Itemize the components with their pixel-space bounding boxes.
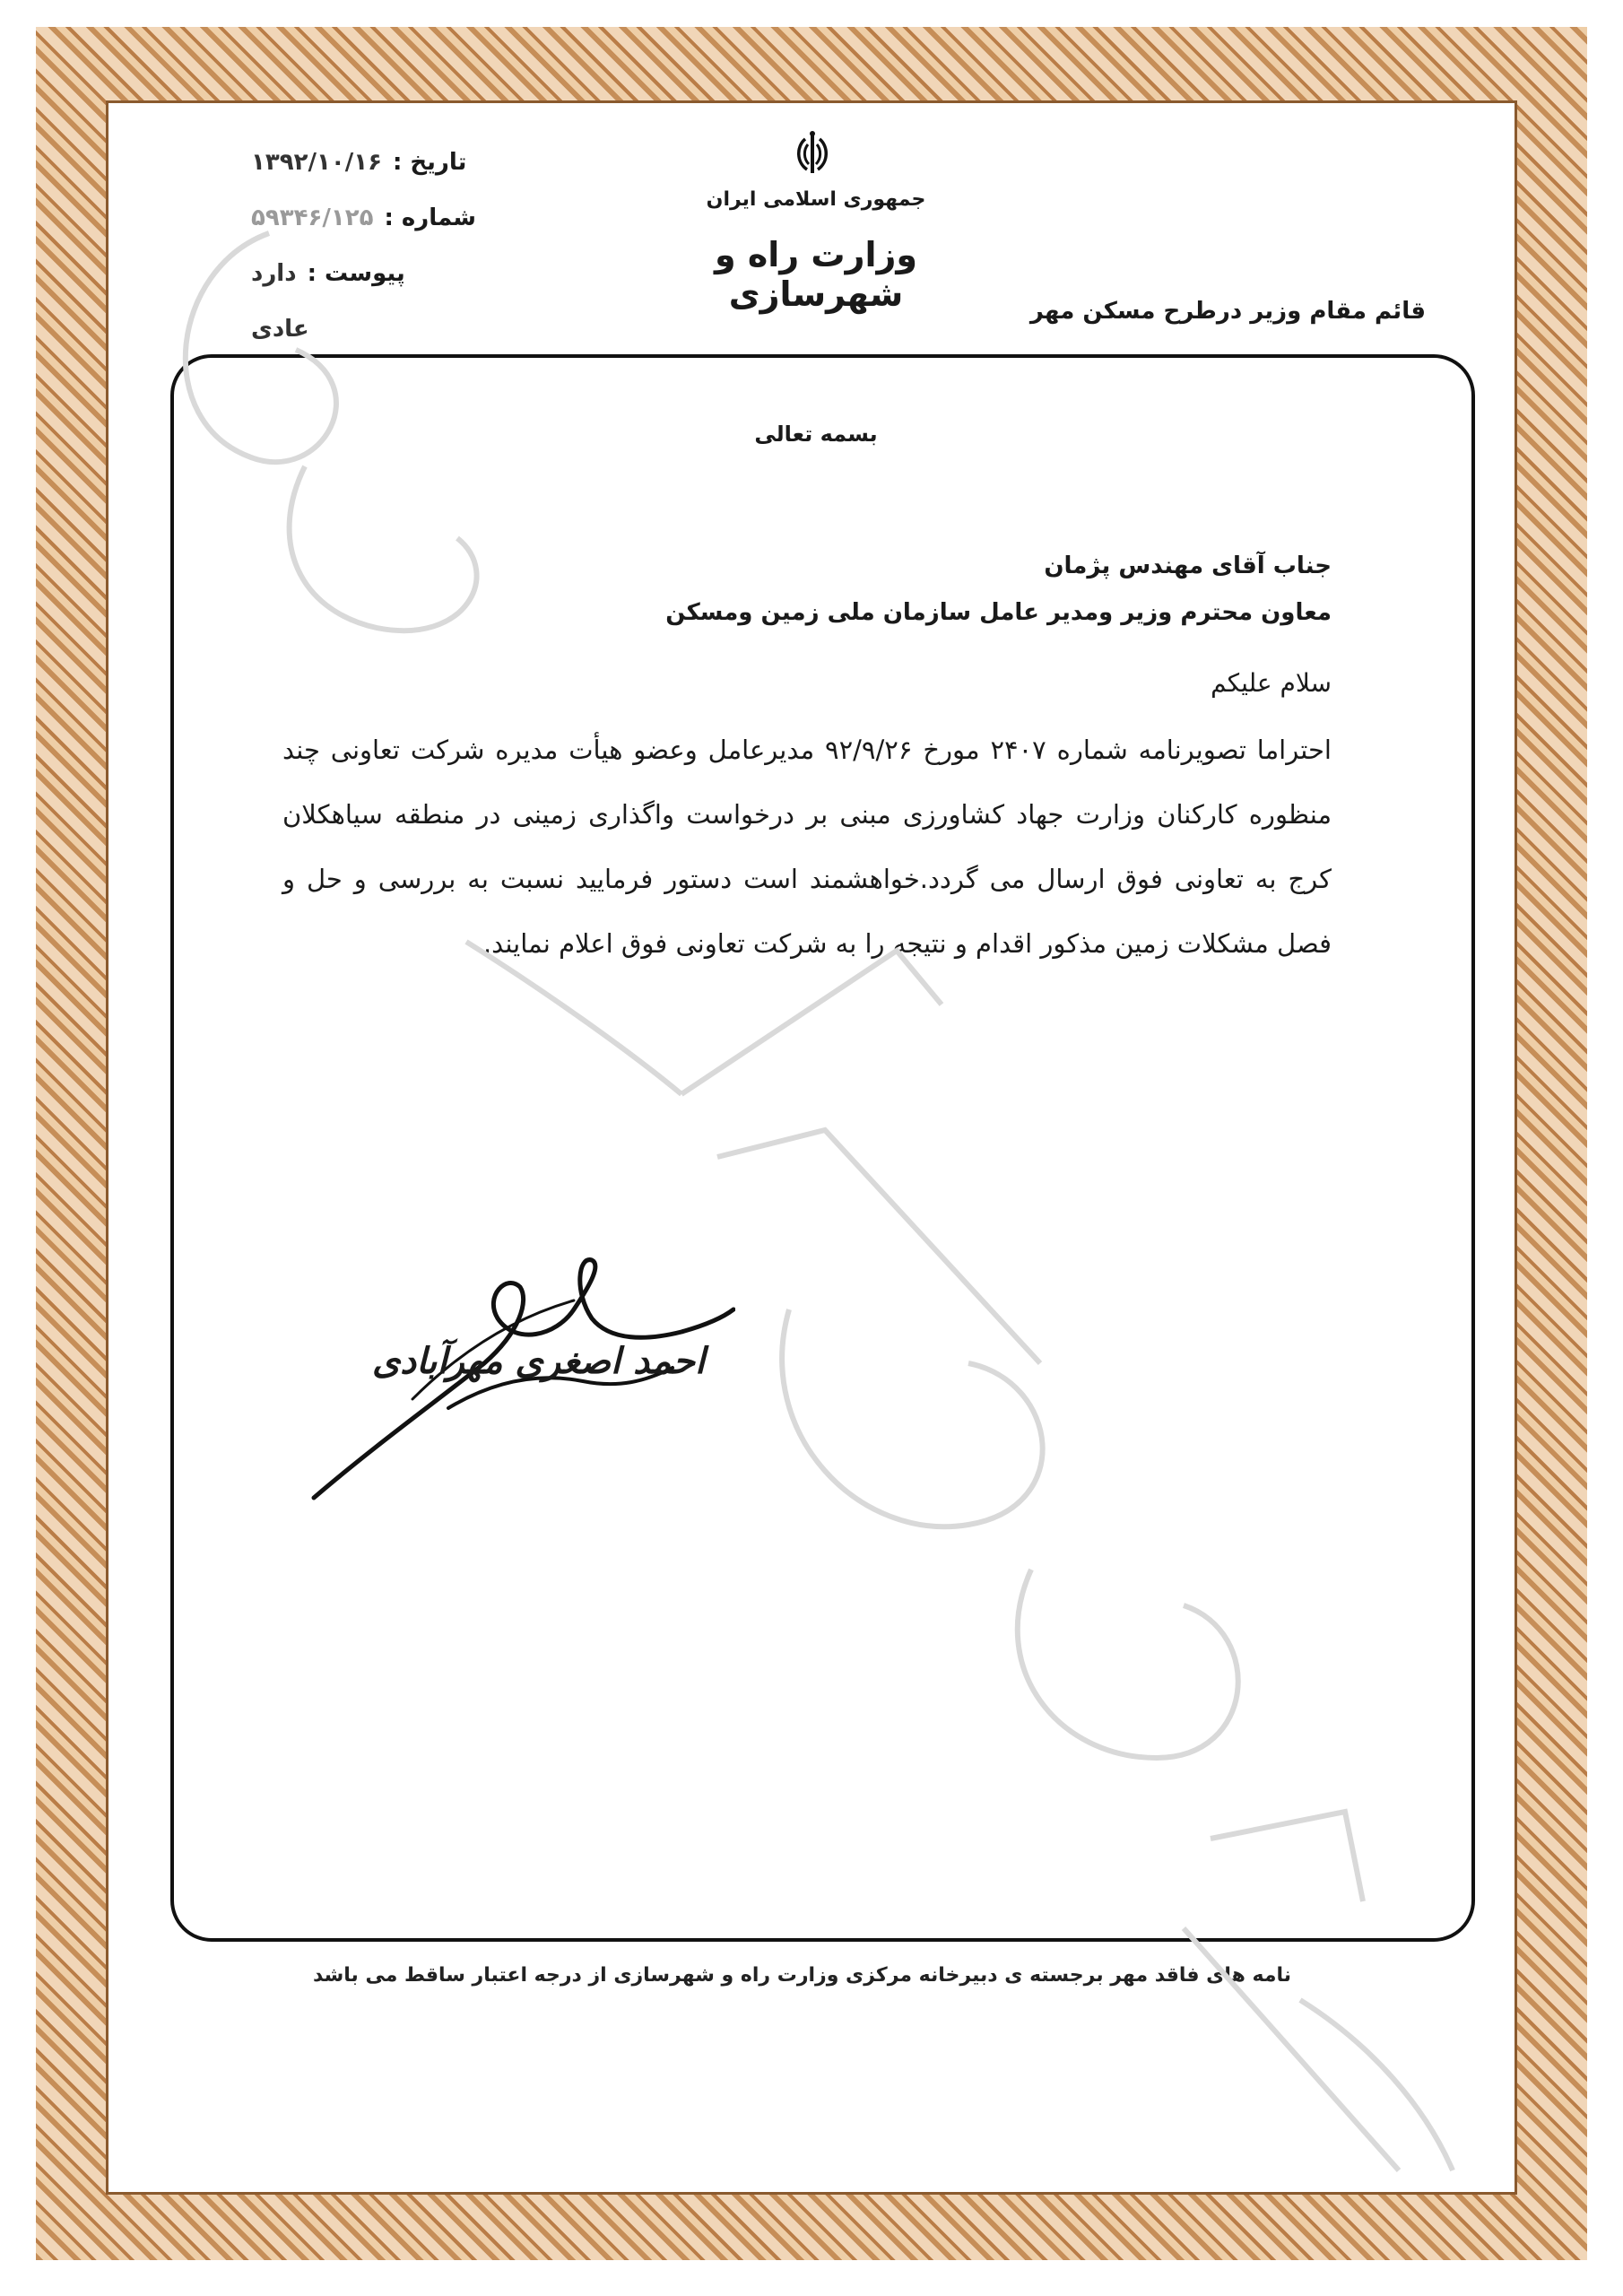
basmala: بسمه تعالی [754,422,878,447]
iran-emblem-icon [787,128,838,178]
ministry-title: وزارت راه و شهرسازی [715,235,917,314]
classification: عادی [251,316,309,343]
attachment-row [251,246,484,301]
greeting: سلام علیکم [1211,668,1332,698]
date-value: ۱۳۹۲/۱۰/۱۶ [251,149,382,176]
footer-disclaimer: نامه های فاقد مهر برجسته ی دبیرخانه مرکزی وزارت راه و شهرسازی از درجه اعتبار ساقط می باشد [312,1964,1291,1987]
addressee [665,543,1332,636]
signatory-name: احمد اصغری مهرآبادی [372,1341,706,1382]
number-row [251,190,484,246]
classification-row [251,301,484,357]
letter-body-paragraph: احتراما تصویرنامه شماره ۲۴۰۷ مورخ ۹۲/۹/۲۶ مدیرعامل وعضو هیأت مدیره شرکت تعاونی چند منظوره کارکنان وزارت جهاد کشاورزی مبنی بر درخواست واگذاری زمینی در منطقه سیاهکلان کرج به تعاونی فوق ارسال می گردد.خواهشمند است دستور فرمایید نسبت به بررسی و حل و فصل مشکلات زمین مذکور اقدام و نتیجه را به شرکت تعاونی فوق اعلام نمایند. [282,735,1332,959]
deputy-title: قائم مقام وزیر درطرح مسکن مهر [1029,298,1426,325]
letter-metadata [251,135,484,357]
date-row [251,135,484,190]
date-label: تاریخ : [392,149,467,176]
attachment-label: پیوست : [307,260,405,287]
addressee-title: معاون محترم وزیر ومدیر عامل سازمان ملی زمین ومسکن [665,599,1332,626]
addressee-name: جناب آقای مهندس پژمان [1044,552,1332,579]
republic-title: جمهوری اسلامی ایران [706,188,926,211]
attachment-value: دارد [251,260,297,287]
number-value: ۵۹۳۴۶/۱۲۵ [251,204,374,231]
letter-body [282,718,1332,976]
number-label: شماره : [384,204,476,231]
